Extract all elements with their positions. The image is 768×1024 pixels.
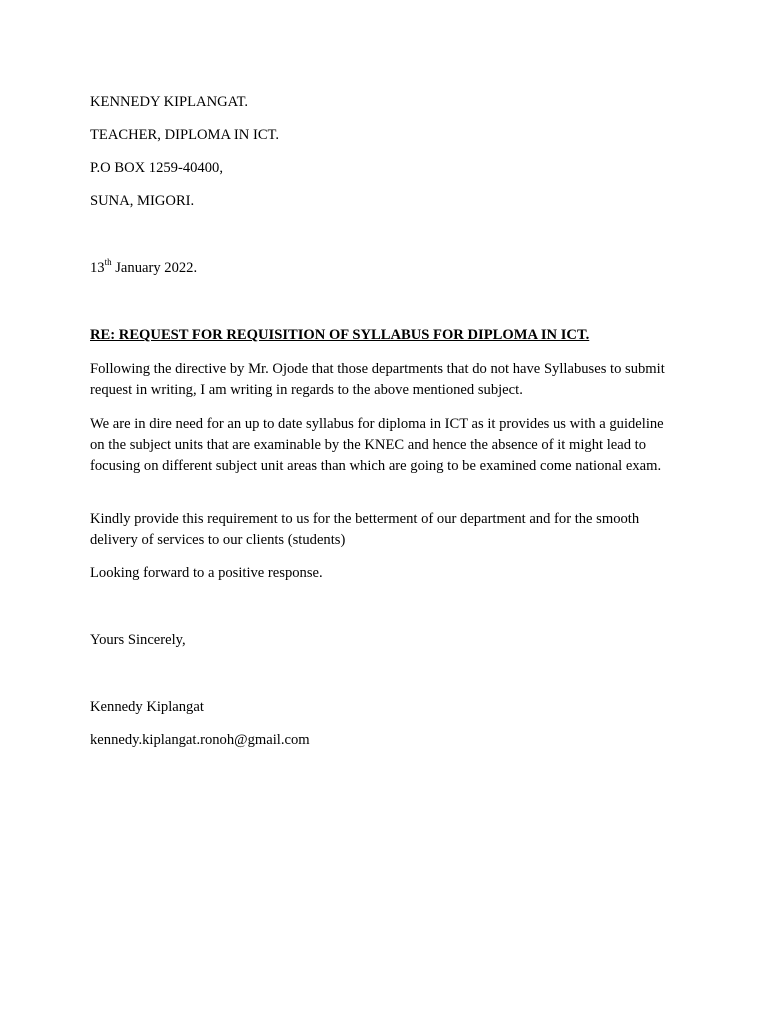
closing-salutation: Yours Sincerely,	[90, 632, 186, 648]
signature-name: Kennedy Kiplangat	[90, 699, 204, 715]
body-paragraph-4: Looking forward to a positive response.	[90, 565, 323, 581]
date-suffix: th	[104, 257, 112, 268]
body-paragraph-1: Following the directive by Mr. Ojode that those departments that do not have Syllabuses to submit request in writing, I am writing in regards to the above mentioned subject.	[90, 361, 665, 398]
sender-location: SUNA, MIGORI.	[90, 193, 195, 209]
sender-address: P.O BOX 1259-40400,	[90, 160, 223, 176]
date-day: 13	[90, 260, 105, 276]
sender-email: kennedy.kiplangat.ronoh@gmail.com	[90, 732, 310, 748]
body-paragraph-2: We are in dire need for an up to date syllabus for diploma in ICT as it provides us with a guideline on the subject units that are examinable by the KNEC and hence the absence of it might lead to focusing on different subject unit areas than which are going to be examined come national exam.	[90, 416, 664, 474]
letter-subject: RE: REQUEST FOR REQUISITION OF SYLLABUS FOR DIPLOMA IN ICT.	[90, 327, 590, 343]
body-paragraph-3: Kindly provide this requirement to us for the betterment of our department and for the smooth delivery of services to our clients (students)	[90, 511, 640, 548]
date-rest: January 2022.	[111, 260, 198, 276]
sender-name: KENNEDY KIPLANGAT.	[90, 94, 249, 110]
sender-title: TEACHER, DIPLOMA IN ICT.	[90, 127, 280, 143]
letter-date	[90, 259, 197, 277]
